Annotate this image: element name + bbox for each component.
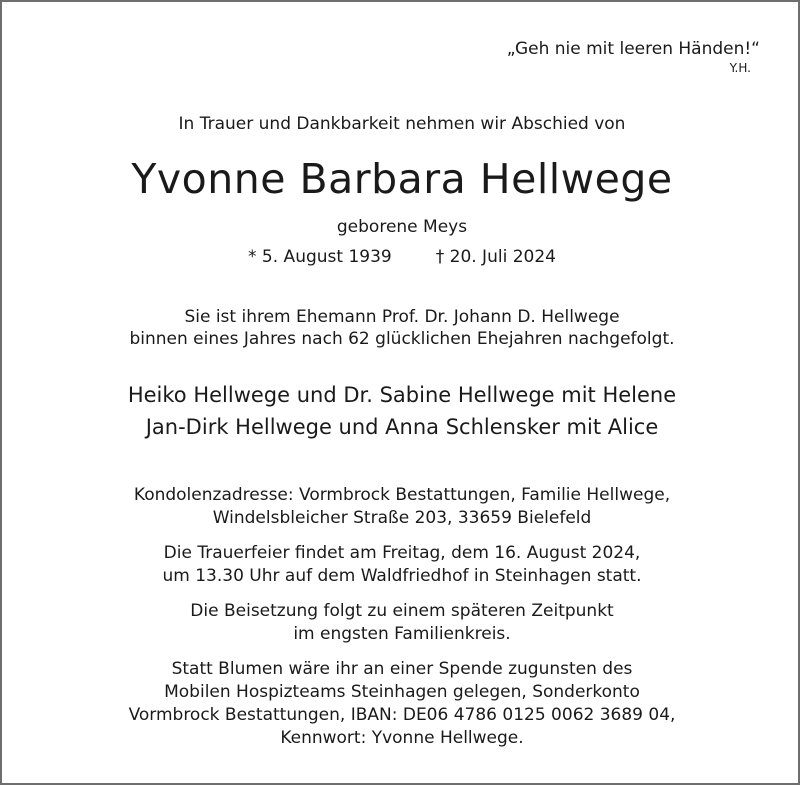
message-line: binnen eines Jahres nach 62 glücklichen Ehejahren nachgefolgt. <box>129 329 675 349</box>
family-line: Jan-Dirk Hellwege und Anna Schlensker mit Alice <box>145 415 659 439</box>
death-date: † 20. Juli 2024 <box>435 247 556 267</box>
message-paragraph <box>2 306 800 350</box>
condolence-line: Kondolenzadresse: Vormbrock Bestattungen, Familie Hellwege, <box>133 485 671 505</box>
condolence-address <box>2 484 800 530</box>
donation-line: Vormbrock Bestattungen, IBAN: DE06 4786 0125 0062 3689 04, <box>128 705 676 725</box>
quote-author: Y.H. <box>729 61 751 75</box>
family-line: Heiko Hellwege und Dr. Sabine Hellwege mit Helene <box>127 383 677 407</box>
quote-text: „Geh nie mit leeren Händen!“ <box>506 39 760 59</box>
donation-line: Kennwort: Yvonne Hellwege. <box>280 728 524 748</box>
funeral-info <box>2 542 800 588</box>
birth-date: * 5. August 1939 <box>248 247 392 267</box>
family-members <box>2 379 800 443</box>
epigraph <box>507 38 760 75</box>
burial-line: Die Beisetzung folgt zu einem späteren Zeitpunkt <box>190 601 614 621</box>
message-line: Sie ist ihrem Ehemann Prof. Dr. Johann D. Hellwege <box>184 307 620 327</box>
deceased-name: Yvonne Barbara Hellwege <box>131 155 673 203</box>
funeral-line: Die Trauerfeier findet am Freitag, dem 16. August 2024, <box>163 543 641 563</box>
condolence-line: Windelsbleicher Straße 203, 33659 Bielefeld <box>212 508 592 528</box>
donation-line: Statt Blumen wäre ihr an einer Spende zugunsten des <box>171 659 633 679</box>
burial-line: im engsten Familienkreis. <box>293 624 511 644</box>
donation-info <box>2 658 800 750</box>
intro-text: In Trauer und Dankbarkeit nehmen wir Abschied von <box>178 114 626 134</box>
donation-line: Mobilen Hospizteams Steinhagen gelegen, Sonderkonto <box>164 682 640 702</box>
life-dates <box>2 246 800 268</box>
burial-info <box>2 600 800 646</box>
born-name: geborene Meys <box>336 217 468 237</box>
funeral-line: um 13.30 Uhr auf dem Waldfriedhof in Steinhagen statt. <box>162 566 642 586</box>
